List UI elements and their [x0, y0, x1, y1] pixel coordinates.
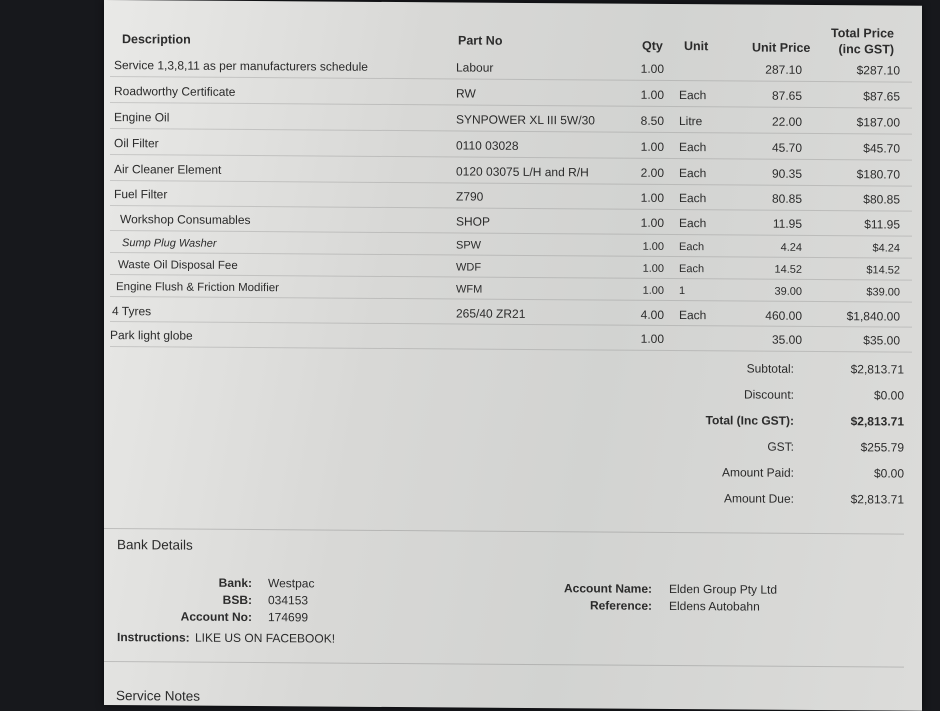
- bank-label: Bank:: [218, 575, 252, 591]
- item-unit-price: 14.52: [774, 263, 802, 276]
- item-description: Service 1,3,8,11 as per manufacturers schedule: [114, 58, 368, 74]
- item-qty: 1.00: [640, 139, 664, 154]
- header-total-line2: (inc GST): [838, 42, 894, 57]
- item-unit: Each: [679, 88, 707, 103]
- item-unit-price: 460.00: [765, 308, 802, 323]
- item-unit-price: 45.70: [771, 140, 802, 155]
- account-name-value: Elden Group Pty Ltd: [669, 581, 778, 597]
- item-qty: 2.00: [640, 165, 664, 180]
- invoice-paper: [104, 0, 922, 711]
- service-notes-title: Service Notes: [116, 688, 201, 704]
- item-description: Waste Oil Disposal Fee: [118, 259, 238, 272]
- item-unit: Each: [679, 263, 705, 276]
- subtotal-row: [664, 356, 904, 383]
- item-unit-price: 80.85: [771, 191, 802, 206]
- amount-paid-value: $0.00: [873, 466, 904, 481]
- subtotal-label: Subtotal:: [746, 361, 794, 376]
- item-qty: 8.50: [640, 113, 664, 128]
- account-name-label: Account Name:: [563, 581, 652, 596]
- item-total: $80.85: [863, 192, 900, 207]
- amount-due-value: $2,813.71: [850, 492, 904, 507]
- item-unit-price: 11.95: [772, 216, 802, 231]
- item-qty: 1.00: [642, 262, 664, 275]
- header-description: Description: [122, 32, 191, 47]
- item-unit-price: 22.00: [771, 114, 802, 129]
- discount-label: Discount:: [743, 387, 794, 402]
- amount-paid-row: [664, 460, 904, 487]
- item-qty: 1.00: [640, 190, 664, 205]
- header-total-line1: Total Price: [831, 26, 894, 41]
- item-description: Roadworthy Certificate: [114, 84, 236, 99]
- item-part-no: WDF: [456, 261, 482, 274]
- item-qty: 4.00: [640, 307, 664, 322]
- header-total-price: [804, 25, 894, 58]
- discount-row: [664, 382, 904, 409]
- bsb-value: 034153: [268, 593, 309, 608]
- item-unit: Each: [679, 166, 707, 181]
- item-part-no: WFM: [456, 283, 483, 296]
- item-total: $45.70: [863, 141, 900, 156]
- amount-due-label: Amount Due:: [723, 491, 794, 506]
- item-qty: 1.00: [640, 215, 664, 230]
- gst-row: [664, 434, 904, 461]
- item-part-no: SPW: [456, 239, 482, 252]
- item-total: $39.00: [866, 286, 900, 299]
- item-total: $35.00: [863, 333, 900, 348]
- item-unit: Litre: [679, 114, 703, 129]
- account-no-value: 174699: [268, 610, 309, 625]
- item-part-no: 0110 03028: [456, 138, 519, 153]
- header-unit: Unit: [684, 39, 709, 54]
- item-unit-price: 4.24: [780, 241, 802, 254]
- item-total: $187.00: [856, 115, 900, 130]
- item-description: Fuel Filter: [114, 187, 168, 202]
- reference-label: Reference:: [589, 598, 652, 613]
- instructions-label: Instructions:: [117, 630, 190, 645]
- instructions-value: LIKE US ON FACEBOOK!: [195, 630, 336, 646]
- item-description: Sump Plug Washer: [122, 237, 217, 250]
- item-description: Oil Filter: [114, 136, 159, 151]
- item-unit-price: 287.10: [765, 62, 802, 77]
- item-part-no: Labour: [456, 60, 494, 75]
- item-description: Air Cleaner Element: [114, 162, 222, 177]
- item-qty: 1.00: [640, 87, 664, 102]
- bsb-label: BSB:: [222, 592, 252, 608]
- item-unit: Each: [679, 140, 707, 155]
- gst-value: $255.79: [860, 440, 904, 455]
- subtotal-value: $2,813.71: [850, 362, 904, 377]
- item-unit-price: 35.00: [771, 332, 802, 347]
- item-description: Engine Flush & Friction Modifier: [116, 281, 279, 295]
- bank-details-box: [104, 528, 904, 668]
- item-qty: 1.00: [642, 240, 664, 253]
- header-qty: Qty: [642, 38, 663, 53]
- item-part-no: Z790: [456, 189, 484, 204]
- amount-due-row: [664, 486, 904, 513]
- gst-label: GST:: [767, 439, 794, 454]
- header-unit-price: Unit Price: [752, 40, 811, 55]
- item-description: Workshop Consumables: [120, 212, 251, 228]
- table-row: [104, 322, 922, 353]
- total-label: Total (Inc GST):: [705, 413, 794, 428]
- reference-value: Eldens Autobahn: [669, 598, 760, 614]
- item-description: 4 Tyres: [112, 304, 152, 319]
- item-qty: 1.00: [640, 331, 664, 346]
- item-unit: Each: [679, 308, 707, 323]
- item-part-no: SYNPOWER XL III 5W/30: [456, 112, 595, 128]
- item-total: $87.65: [863, 89, 900, 104]
- item-total: $11.95: [864, 217, 900, 232]
- item-description: Park light globe: [110, 328, 193, 343]
- item-part-no: 265/40 ZR21: [456, 306, 526, 321]
- item-unit-price: 87.65: [771, 88, 802, 103]
- item-part-no: RW: [456, 86, 476, 101]
- item-unit: Each: [679, 216, 707, 231]
- item-unit-price: 39.00: [774, 285, 802, 298]
- item-part-no: SHOP: [456, 214, 491, 229]
- item-total: $180.70: [856, 167, 900, 182]
- amount-paid-label: Amount Paid:: [721, 465, 794, 480]
- item-total: $14.52: [866, 264, 900, 277]
- item-unit: Each: [679, 191, 707, 206]
- item-unit-price: 90.35: [771, 166, 802, 181]
- total-row: [664, 408, 904, 435]
- header-part-no: Part No: [458, 33, 503, 48]
- item-qty: 1.00: [642, 284, 664, 297]
- item-total: $1,840.00: [846, 309, 900, 324]
- item-description: Engine Oil: [114, 110, 170, 125]
- item-total: $287.10: [856, 63, 900, 78]
- item-total: $4.24: [872, 242, 900, 255]
- total-value: $2,813.71: [850, 414, 904, 429]
- discount-value: $0.00: [873, 388, 904, 403]
- bank-details-title: Bank Details: [117, 537, 193, 553]
- bank-value: Westpac: [268, 576, 315, 591]
- item-part-no: 0120 03075 L/H and R/H: [456, 164, 589, 180]
- item-qty: 1.00: [640, 61, 664, 76]
- item-unit: 1: [679, 285, 686, 298]
- item-unit: Each: [679, 241, 705, 254]
- account-no-label: Account No:: [180, 609, 252, 625]
